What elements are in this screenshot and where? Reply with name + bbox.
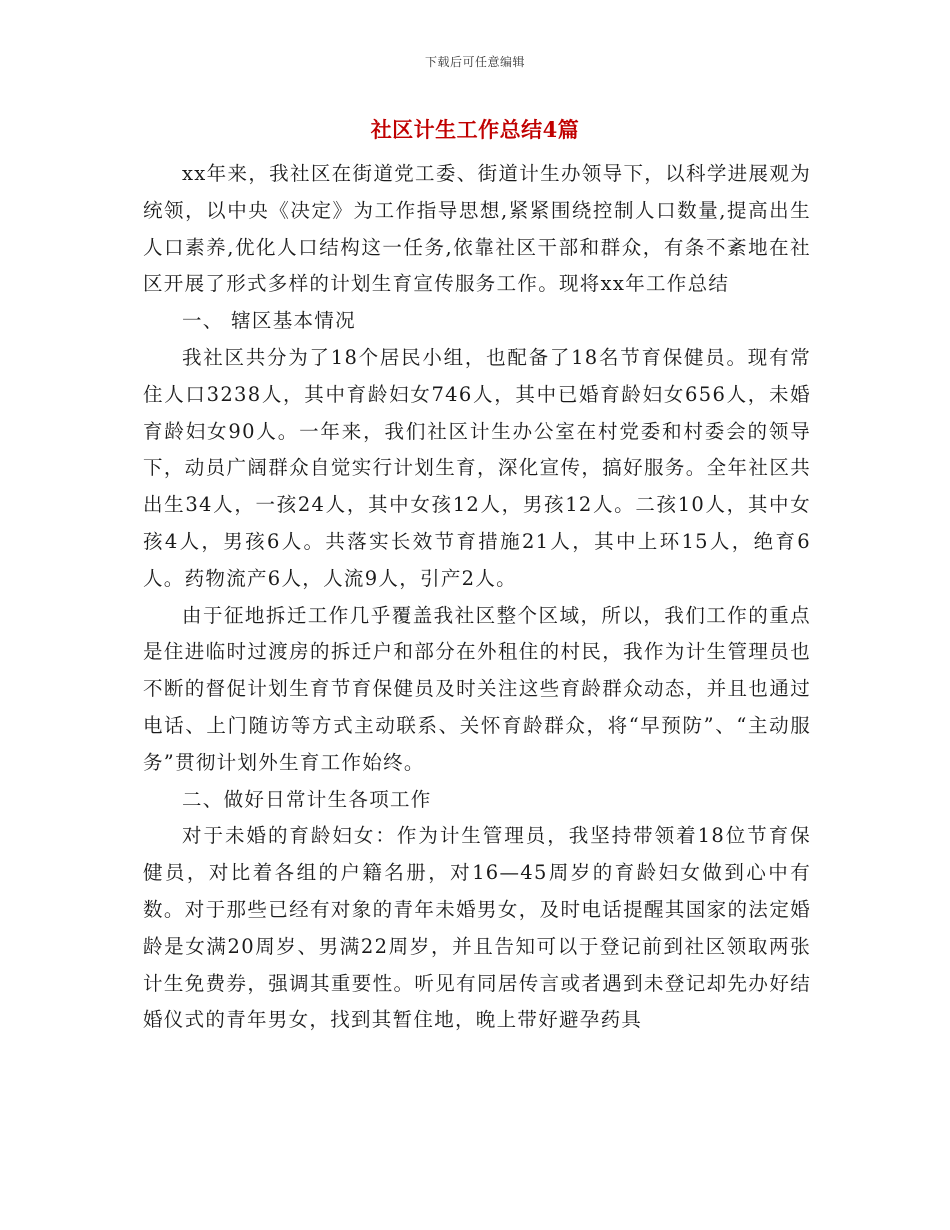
paragraph-basic-info: 我社区共分为了18个居民小组，也配备了18名节育保健员。现有常住人口3238人，其中育龄妇女746人，其中已婚育龄妇女656人，未婚育龄妇女90人。一年来，我们社区计生办公室在村党委和村委会的领导下，动员广阔群众自觉实行计划生育，深化宣传，搞好服务。全年社区共出生34人，一孩24人，其中女孩12人，男孩12人。二孩10人，其中女孩4人，男孩6人。共落实长效节育措施21人，其中上环15人，绝育6人。药物流产6人，人流9人，引产2人。 xyxy=(143,345,811,590)
section-heading-2: 二、做好日常计生各项工作 xyxy=(182,787,432,811)
document-title: 社区计生工作总结4篇 xyxy=(370,117,580,142)
paragraph-intro: xx年来，我社区在街道党工委、街道计生办领导下，以科学进展观为统领，以中央《决定》为工作指导思想,紧紧围绕控制人口数量,提高出生人口素养,优化人口结构这一任务,依靠社区干部和群众，有条不紊地在社区开展了形式多样的计划生育宣传服务工作。现将xx年工作总结 xyxy=(143,162,811,296)
section-heading-1: 一、 辖区基本情况 xyxy=(182,309,356,333)
document-body xyxy=(143,156,811,1039)
paragraph-relocation: 由于征地拆迁工作几乎覆盖我社区整个区域，所以，我们工作的重点是住进临时过渡房的拆迁户和部分在外租住的村民，我作为计生管理员也不断的督促计划生育节育保健员及时关注这些育龄群众动态，并且也通过电话、上门随访等方式主动联系、关怀育龄群众，将“早预防”、“主动服务”贯彻计划外生育工作始终。 xyxy=(143,603,811,774)
paragraph-unmarried-women: 对于未婚的育龄妇女：作为计生管理员，我坚持带领着18位节育保健员，对比着各组的户籍名册，对16—45周岁的育龄妇女做到心中有数。对于那些已经有对象的青年未婚男女，及时电话提醒其国家的法定婚龄是女满20周岁、男满22周岁，并且告知可以于登记前到社区领取两张计生免费券，强调其重要性。听见有同居传言或者遇到未登记却先办好结婚仪式的青年男女，找到其暂住地，晚上带好避孕药具 xyxy=(143,824,811,1032)
header-note: 下载后可任意编辑 xyxy=(424,55,525,69)
